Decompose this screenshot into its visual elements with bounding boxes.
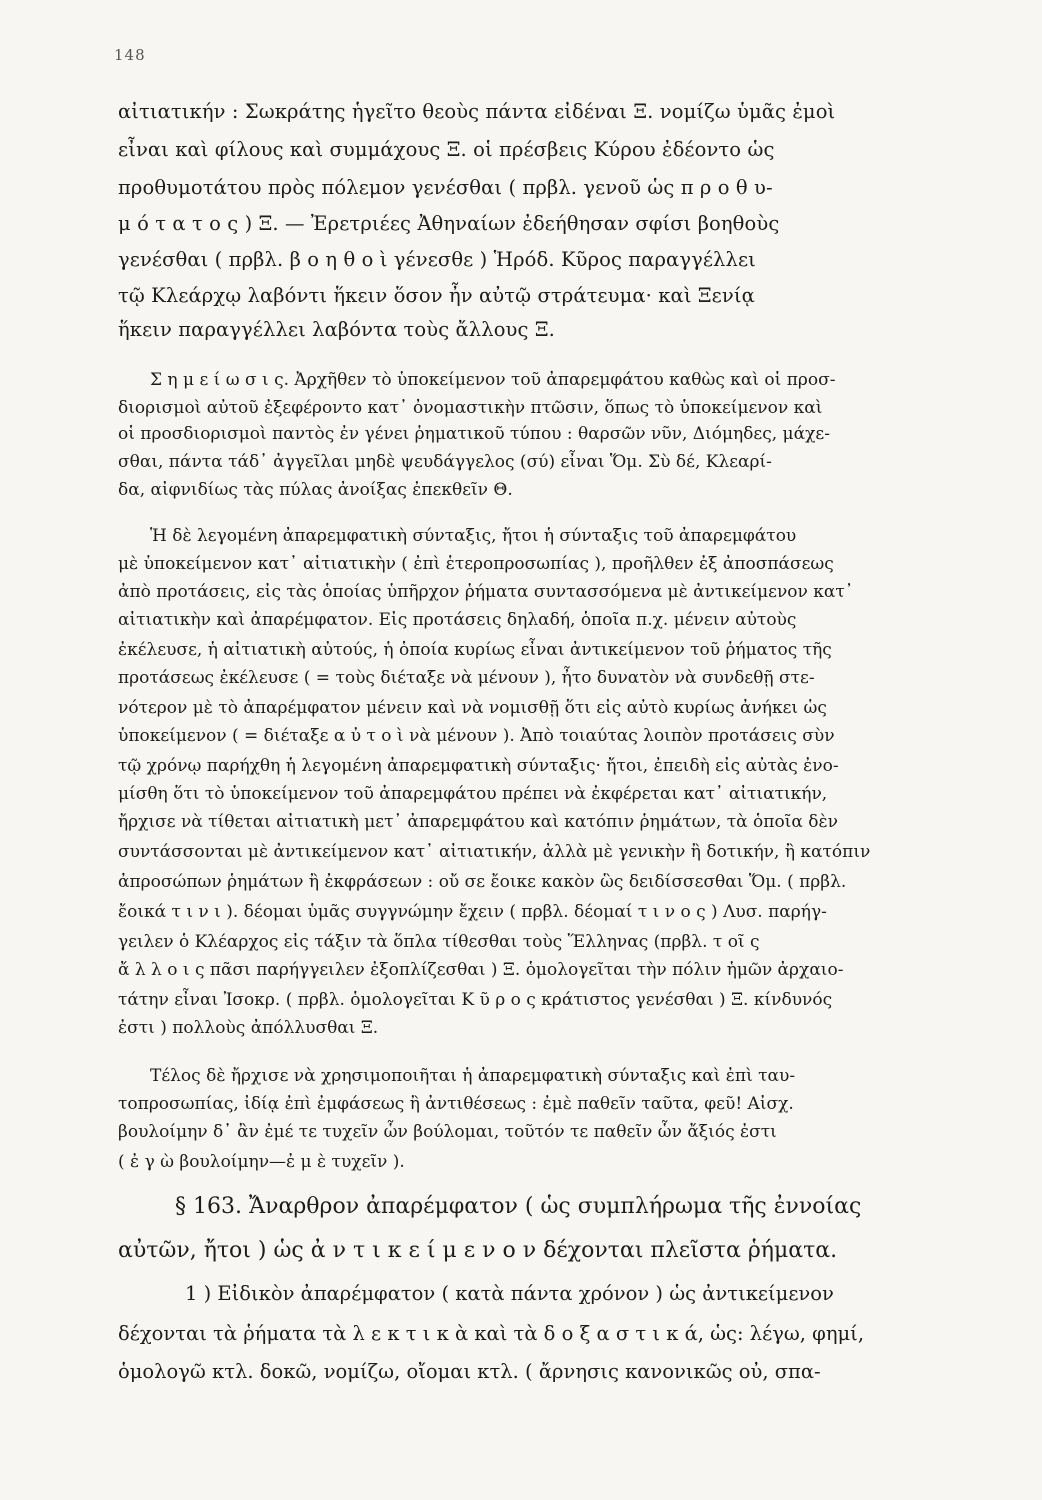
text-line: τῷ χρόνῳ παρήχθη ἡ λεγομένη ἀπαρεμφατικὴ σύνταξις· ἤτοι, ἐπειδὴ εἰς αὐτὰς ἐνο-: [118, 756, 839, 776]
text-line: σθαι, πάντα τάδ᾿ ἀγγεῖλαι μηδὲ ψευδάγγελος (σύ) εἶναι Ὅμ. Σὺ δέ, Κλεαρί-: [118, 452, 772, 472]
text-line: ἀπροσώπων ῥημάτων ἢ ἐκφράσεων : οὔ σε ἔοικε κακὸν ὣς δειδίσσεσθαι Ὅμ. ( πρβλ.: [118, 872, 847, 892]
text-line: διορισμοὶ αὐτοῦ ἐξεφέροντο κατ᾿ ὀνομαστικὴν πτῶσιν, ὅπως τὸ ὑποκείμενον καὶ: [118, 398, 823, 418]
text-line: ἔοικά τ ι ν ι ). δέομαι ὑμᾶς συγγνώμην ἔχειν ( πρβλ. δέομαί τ ι ν ο ς ) Λυσ. παρήγ-: [118, 902, 827, 922]
text-line: ἐκέλευσε, ἡ αἰτιατικὴ αὐτούς, ἡ ὁποία κυρίως εἶναι ἀντικείμενον τοῦ ῥήματος τῆς: [118, 640, 832, 660]
page-number: 148: [114, 46, 146, 64]
text-line: ἤρχισε νὰ τίθεται αἰτιατικὴ μετ᾿ ἀπαρεμφάτου καὶ κατόπιν ῥημάτων, τὰ ὁποῖα δὲν: [118, 812, 838, 832]
text-line: ὁμολογῶ κτλ. δοκῶ, νομίζω, οἴομαι κτλ. ( ἄρνησις κανονικῶς οὐ, σπα-: [118, 1360, 821, 1383]
section-title: § 163. Ἄναρθρον ἀπαρέμφατον ( ὡς συμπλήρωμα τῆς ἐννοίας: [175, 1194, 862, 1219]
text-line: μίσθη ὅτι τὸ ὑποκείμενον τοῦ ἀπαρεμφάτου πρέπει νὰ ἐκφέρεται κατ᾿ αἰτιατικήν,: [118, 784, 828, 804]
text-line: γενέσθαι ( πρβλ. β ο η θ ο ὶ γένεσθε ) Ἡρόδ. Κῦρος παραγγέλλει: [118, 248, 756, 271]
text-line: Ἡ δὲ λεγομένη ἀπαρεμφατικὴ σύνταξις, ἤτοι ἡ σύνταξις τοῦ ἀπαρεμφάτου: [150, 526, 797, 546]
text-line: αὐτῶν, ἤτοι ) ὡς ἀ ν τ ι κ ε ί μ ε ν ο ν δέχονται πλεῖστα ῥήματα.: [118, 1238, 838, 1263]
text-line: ἀπὸ προτάσεις, εἰς τὰς ὁποίας ὑπῆρχον ῥήματα συντασσόμενα μὲ ἀντικείμενον κατ᾿: [118, 582, 854, 602]
text-line: ( ἐ γ ὼ βουλοίμην—ἐ μ ὲ τυχεῖν ).: [118, 1152, 405, 1172]
text-line: ἐστι ) πολλοὺς ἀπόλλυσθαι Ξ.: [118, 1018, 379, 1038]
text-line: μ ό τ α τ ο ς ) Ξ. — Ἐρετριέες Ἀθηναίων ἐδεήθησαν σφίσι βοηθοὺς: [118, 212, 780, 235]
text-line: δα, αἰφνιδίως τὰς πύλας ἀνοίξας ἐπεκθεῖν Θ.: [118, 480, 513, 500]
text-line: Σ η μ ε ί ω σ ι ς. Ἀρχῆθεν τὸ ὑποκείμενον τοῦ ἀπαρεμφάτου καθὼς καὶ οἱ προσ-: [150, 370, 836, 390]
text-line: ἄ λ λ ο ι ς πᾶσι παρήγγειλεν ἐξοπλίζεσθαι ) Ξ. ὁμολογεῖται τὴν πόλιν ἡμῶν ἀρχαιο-: [118, 960, 844, 980]
text-line: νότερον μὲ τὸ ἀπαρέμφατον μένειν καὶ νὰ νομισθῇ ὅτι εἰς αὐτὸ κυρίως ἀνήκει ὡς: [118, 698, 827, 718]
text-line: τάτην εἶναι Ἰσοκρ. ( πρβλ. ὁμολογεῖται Κ ῦ ρ ο ς κράτιστος γενέσθαι ) Ξ. κίνδυνός: [118, 990, 833, 1010]
text-line: 1 ) Εἰδικὸν ἀπαρέμφατον ( κατὰ πάντα χρόνον ) ὡς ἀντικείμενον: [185, 1282, 834, 1305]
text-line: αἰτιατικήν : Σωκράτης ἡγεῖτο θεοὺς πάντα εἰδέναι Ξ. νομίζω ὑμᾶς ἐμοὶ: [118, 100, 836, 123]
text-line: ἥκειν παραγγέλλει λαβόντα τοὺς ἄλλους Ξ.: [118, 318, 555, 341]
text-line: οἱ προσδιορισμοὶ παντὸς ἐν γένει ῥηματικοῦ τύπου : θαρσῶν νῦν, Διόμηδες, μάχε-: [118, 424, 830, 444]
text-line: αἰτιατικὴν καὶ ἀπαρέμφατον. Εἰς προτάσεις δηλαδή, ὁποῖα π.χ. μένειν αὐτοὺς: [118, 610, 797, 630]
text-line: συντάσσονται μὲ ἀντικείμενον κατ᾿ αἰτιατικήν, ἀλλὰ μὲ γενικὴν ἢ δοτικήν, ἢ κατόπιν: [118, 842, 871, 862]
text-line: δέχονται τὰ ῥήματα τὰ λ ε κ τ ι κ ὰ καὶ τὰ δ ο ξ α σ τ ι κ ά, ὡς: λέγω, φημί,: [118, 1322, 865, 1345]
text-line: εἶναι καὶ φίλους καὶ συμμάχους Ξ. οἱ πρέσβεις Κύρου ἐδέοντο ὡς: [118, 138, 775, 161]
text-line: μὲ ὑποκείμενον κατ᾿ αἰτιατικὴν ( ἐπὶ ἑτεροπροσωπίας ), προῆλθεν ἐξ ἀποσπάσεως: [118, 554, 834, 574]
text-line: ὑποκείμενον ( = διέταξε α ὐ τ ο ὶ νὰ μένουν ). Ἀπὸ τοιαύτας λοιπὸν προτάσεις σὺν: [118, 726, 835, 746]
text-line: προθυμοτάτου πρὸς πόλεμον γενέσθαι ( πρβλ. γενοῦ ὡς π ρ ο θ υ-: [118, 176, 773, 199]
text-line: τῷ Κλεάρχῳ λαβόντι ἥκειν ὅσον ἦν αὐτῷ στράτευμα· καὶ Ξενίᾳ: [118, 284, 755, 307]
text-line: γειλεν ὁ Κλέαρχος εἰς τάξιν τὰ ὅπλα τίθεσθαι τοὺς Ἕλληνας (πρβλ. τ οῖ ς: [118, 932, 760, 952]
text-line: προτάσεως ἐκέλευσε ( = τοὺς διέταξε νὰ μένουν ), ἦτο δυνατὸν νὰ συνδεθῇ στε-: [118, 668, 815, 688]
text-line: βουλοίμην δ᾿ ἂν ἐμέ τε τυχεῖν ὧν βούλομαι, τοῦτόν τε παθεῖν ὧν ἄξιός ἐστι: [118, 1122, 777, 1142]
text-line: Τέλος δὲ ἤρχισε νὰ χρησιμοποιῆται ἡ ἀπαρεμφατικὴ σύνταξις καὶ ἐπὶ ταυ-: [150, 1066, 796, 1086]
text-line: τοπροσωπίας, ἰδίᾳ ἐπὶ ἐμφάσεως ἢ ἀντιθέσεως : ἐμὲ παθεῖν ταῦτα, φεῦ! Αἰσχ.: [118, 1094, 794, 1114]
